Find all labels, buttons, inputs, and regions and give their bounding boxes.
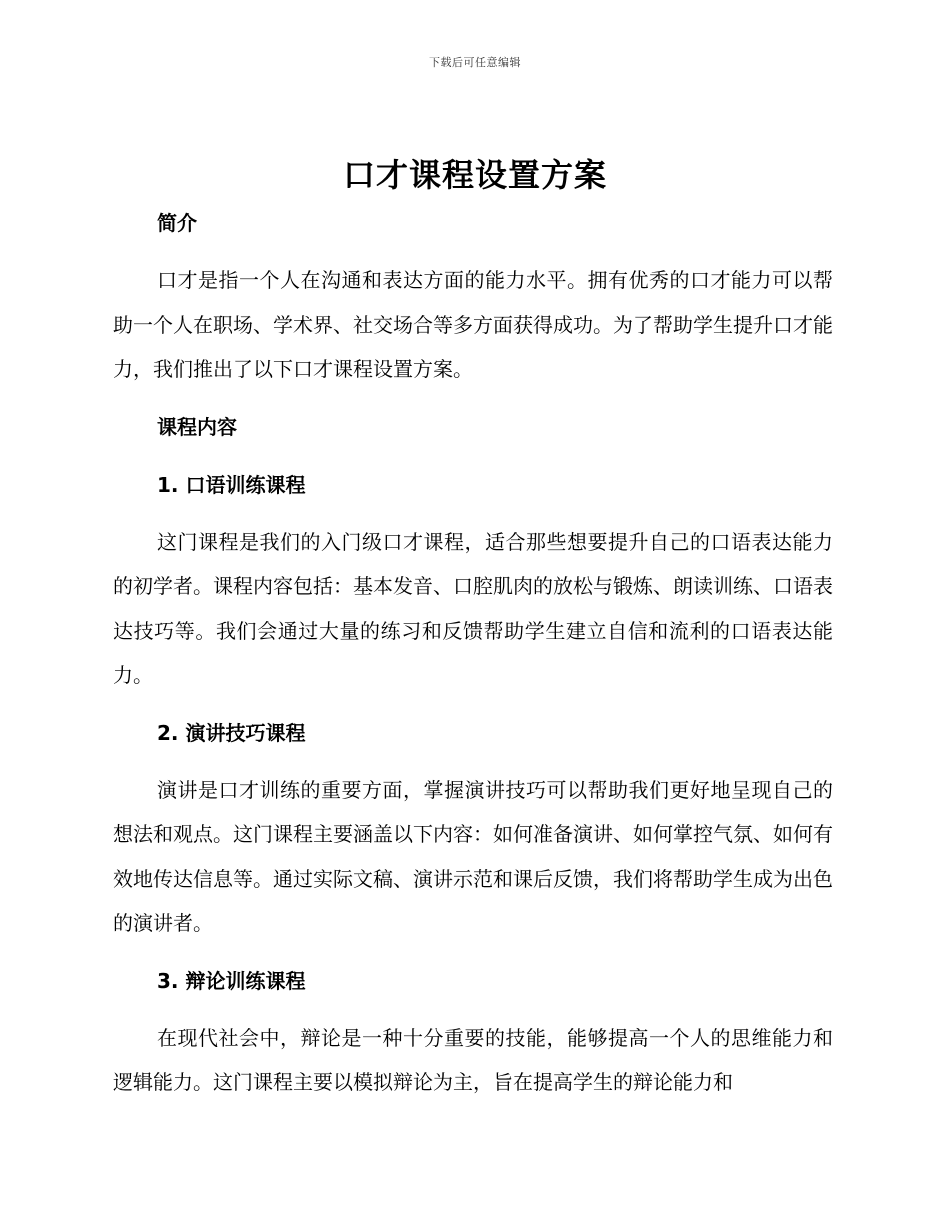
section-heading-course-content: 课程内容 [157,414,237,439]
paragraph-intro: 口才是指一个人在沟通和表达方面的能力水平。拥有优秀的口才能力可以帮助一个人在职场、学术界、社交场合等多方面获得成功。为了帮助学生提升口才能力，我们推出了以下口才课程设置方案。 [113,268,833,381]
section-heading-intro: 简介 [157,211,197,235]
paragraph-speech-skills: 演讲是口才训练的重要方面，掌握演讲技巧可以帮助我们更好地呈现自己的想法和观点。这门课程主要涵盖以下内容：如何准备演讲、如何掌控气氛、如何有效地传达信息等。通过实际文稿、演讲示范和课后反馈，我们将帮助学生成为出色的演讲者。 [113,777,833,935]
section-heading-speech-skills: 2. 演讲技巧课程 [157,720,306,745]
document-body [113,200,833,1105]
section-heading-oral-training: 1. 口语训练课程 [157,472,306,497]
paragraph-oral-training: 这门课程是我们的入门级口才课程，适合那些想要提升自己的口语表达能力的初学者。课程内容包括：基本发音、口腔肌肉的放松与锻炼、朗读训练、口语表达技巧等。我们会通过大量的练习和反馈帮助学生建立自信和流利的口语表达能力。 [113,529,833,687]
document-title: 口才课程设置方案 [342,156,607,194]
paragraph-debate-training: 在现代社会中，辩论是一种十分重要的技能，能够提高一个人的思维能力和逻辑能力。这门课程主要以模拟辩论为主，旨在提高学生的辩论能力和 [113,1025,833,1094]
page-header-note: 下载后可任意编辑 [429,56,521,69]
section-heading-debate-training: 3. 辩论训练课程 [157,968,306,993]
